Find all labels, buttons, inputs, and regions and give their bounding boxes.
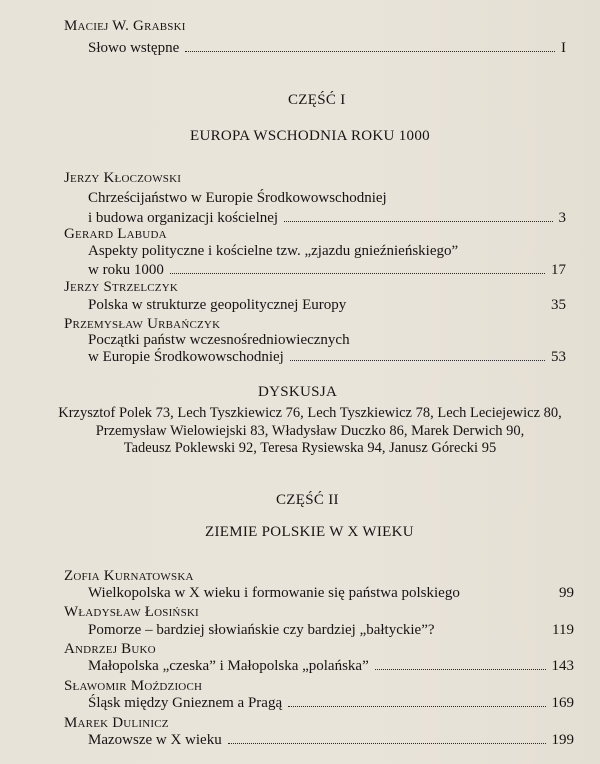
toc-entry[interactable] [88, 262, 566, 279]
entry-title: Śląsk między Gnieznem a Pragą [88, 695, 283, 711]
discussion-line: Przemysław Wielowiejski 83, Władysław Duczko 86, Marek Derwich 90, [95, 423, 525, 439]
discussion-title: DYSKUSJA [258, 384, 338, 400]
dot-leader [352, 307, 545, 309]
author-name: Władysław Łosiński [64, 604, 199, 620]
toc-entry[interactable] [88, 349, 566, 366]
entry-title-line: Aspekty polityczne i kościelne tzw. „zjazdu gnieźnieńskiego” [88, 243, 459, 259]
author-name: Zofia Kurnatowska [64, 568, 194, 584]
entry-title: w roku 1000 [88, 262, 164, 278]
page-number: 119 [552, 622, 574, 638]
dot-leader [228, 742, 546, 744]
page-number: 3 [558, 210, 566, 226]
author-name: Jerzy Strzelczyk [64, 279, 179, 295]
dot-leader [466, 595, 553, 597]
part-title: EUROPA WSCHODNIA ROKU 1000 [190, 128, 430, 144]
dot-leader [288, 705, 545, 707]
toc-entry[interactable] [88, 585, 574, 602]
entry-title: Słowo wstępne [88, 40, 180, 56]
entry-title: i budowa organizacji kościelnej [88, 210, 279, 226]
part-title: ZIEMIE POLSKIE W X WIEKU [205, 524, 414, 540]
entry-title: Polska w strukturze geopolitycznej Europy [88, 297, 347, 313]
author-name: Przemysław Urbańczyk [64, 316, 221, 332]
page-number: 53 [551, 349, 566, 365]
author-name: Andrzej Buko [64, 641, 156, 657]
author-name: Jerzy Kłoczowski [64, 170, 182, 186]
entry-title: Wielkopolska w X wieku i formowanie się państwa polskiego [88, 585, 460, 601]
part-label: CZĘŚĆ I [288, 92, 346, 108]
author-name: Gerard Labuda [64, 226, 167, 242]
dot-leader [170, 272, 545, 274]
toc-entry[interactable] [88, 210, 566, 227]
entry-title-line: Początki państw wczesnośredniowiecznych [88, 332, 350, 348]
dot-leader [290, 359, 545, 361]
dot-leader [441, 632, 547, 634]
author-name: Sławomir Moździoch [64, 678, 203, 694]
dot-leader [185, 50, 555, 52]
page-number: I [561, 40, 566, 56]
entry-title: Małopolska „czeska” i Małopolska „polańska” [88, 658, 369, 674]
toc-entry[interactable] [88, 297, 566, 314]
entry-title: Pomorze – bardziej słowiańskie czy bardziej „bałtyckie”? [88, 622, 435, 638]
toc-entry[interactable] [88, 732, 574, 749]
entry-title: w Europie Środkowowschodniej [88, 349, 284, 365]
entry-title: Mazowsze w X wieku [88, 732, 222, 748]
author-name: Marek Dulinicz [64, 715, 169, 731]
dot-leader [284, 220, 552, 222]
toc-entry[interactable] [88, 622, 574, 639]
discussion-line: Krzysztof Polek 73, Lech Tyszkiewicz 76, Lech Tyszkiewicz 78, Lech Leciejewicz 80, [58, 405, 562, 421]
author-name: Maciej W. Grabski [64, 18, 186, 34]
entry-title-line: Chrześcijaństwo w Europie Środkowowschodniej [88, 190, 387, 206]
dot-leader [375, 668, 546, 670]
page-number: 35 [551, 297, 566, 313]
page-number: 199 [551, 732, 574, 748]
toc-entry[interactable] [88, 695, 574, 712]
page-number: 17 [551, 262, 566, 278]
page-number: 143 [551, 658, 574, 674]
toc-entry[interactable] [88, 658, 574, 675]
page-number: 99 [559, 585, 574, 601]
page-number: 169 [551, 695, 574, 711]
part-label: CZĘŚĆ II [276, 492, 339, 508]
toc-entry[interactable] [88, 40, 566, 57]
discussion-line: Tadeusz Poklewski 92, Teresa Rysiewska 94, Janusz Górecki 95 [123, 440, 497, 456]
